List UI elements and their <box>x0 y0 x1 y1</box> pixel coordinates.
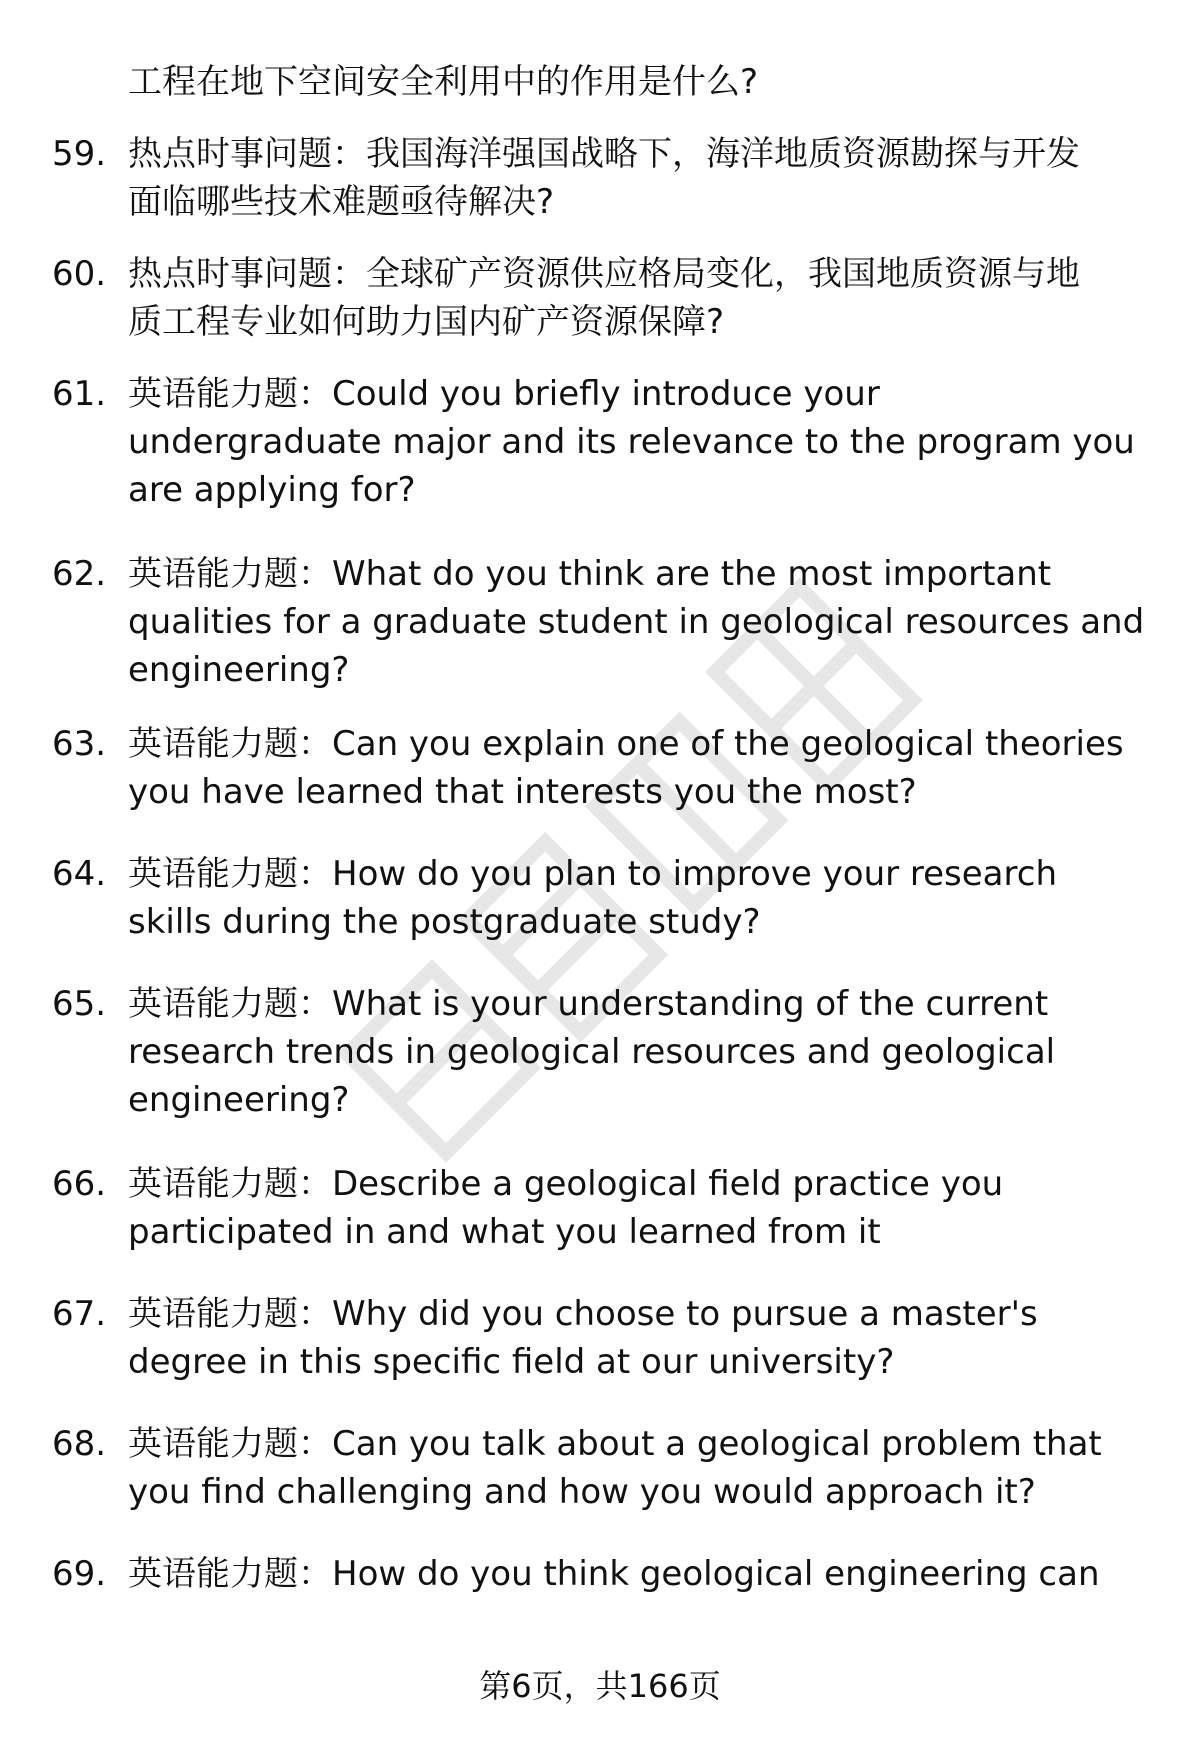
question-text <box>128 550 1168 694</box>
question-text-line: 面临哪些技术难题亟待解决? <box>128 182 555 222</box>
question-number: 68. <box>52 1424 107 1464</box>
question-number: 66. <box>52 1164 107 1204</box>
question-text-line: you find challenging and how you would approach it? <box>128 1472 1036 1512</box>
question-text-line: 英语能力题：Describe a geological field practice you <box>128 1164 1004 1204</box>
question-number: 69. <box>52 1554 107 1594</box>
continued-question-line: 工程在地下空间安全利用中的作用是什么? <box>128 62 759 102</box>
question-text-line: 英语能力题：How do you think geological engineering can <box>128 1554 1100 1594</box>
question-text-line: engineering? <box>128 1080 350 1120</box>
question-number: 62. <box>52 554 107 594</box>
question-text-line: undergraduate major and its relevance to the program you <box>128 422 1135 462</box>
question-text-line: 质工程专业如何助力国内矿产资源保障? <box>128 302 725 342</box>
question-text-line: research trends in geological resources and geological <box>128 1032 1056 1072</box>
question-number: 65. <box>52 984 107 1024</box>
question-text-line: qualities for a graduate student in geological resources and <box>128 602 1145 642</box>
question-number: 60. <box>52 254 107 294</box>
question-text-line: 英语能力题：What is your understanding of the current <box>128 984 1049 1024</box>
question-text-line: skills during the postgraduate study? <box>128 902 761 942</box>
question-text <box>128 250 1168 346</box>
question-text-line: engineering? <box>128 650 350 690</box>
question-text <box>128 1160 1168 1256</box>
question-text-line: you have learned that interests you the most? <box>128 772 917 812</box>
question-text <box>128 850 1168 946</box>
question-text-line: 英语能力题：What do you think are the most important <box>128 554 1052 594</box>
question-number: 61. <box>52 374 107 414</box>
question-text-line: 热点时事问题：全球矿产资源供应格局变化，我国地质资源与地 <box>128 254 1080 294</box>
question-text-line: 英语能力题：Why did you choose to pursue a master's <box>128 1294 1038 1334</box>
question-text-line: participated in and what you learned from it <box>128 1212 881 1252</box>
question-number: 59. <box>52 134 107 174</box>
question-text <box>128 1290 1168 1386</box>
question-number: 63. <box>52 724 107 764</box>
question-text <box>128 720 1168 816</box>
question-text-line: 英语能力题：Could you briefly introduce your <box>128 374 880 414</box>
question-text-line: 英语能力题：Can you talk about a geological problem that <box>128 1424 1102 1464</box>
question-text-line: degree in this specific field at our university? <box>128 1342 895 1382</box>
question-text <box>128 370 1168 514</box>
question-text <box>128 130 1168 226</box>
question-text <box>128 1550 1168 1598</box>
question-number: 64. <box>52 854 107 894</box>
question-text-line: 英语能力题：How do you plan to improve your research <box>128 854 1057 894</box>
question-text <box>128 1420 1168 1516</box>
question-text-line: are applying for? <box>128 470 416 510</box>
question-text-line: 热点时事问题：我国海洋强国战略下，海洋地质资源勘探与开发 <box>128 134 1080 174</box>
page-footer: 第6页，共166页 <box>479 1667 721 1705</box>
question-text-line: 英语能力题：Can you explain one of the geological theories <box>128 724 1124 764</box>
question-text <box>128 980 1168 1124</box>
question-number: 67. <box>52 1294 107 1334</box>
